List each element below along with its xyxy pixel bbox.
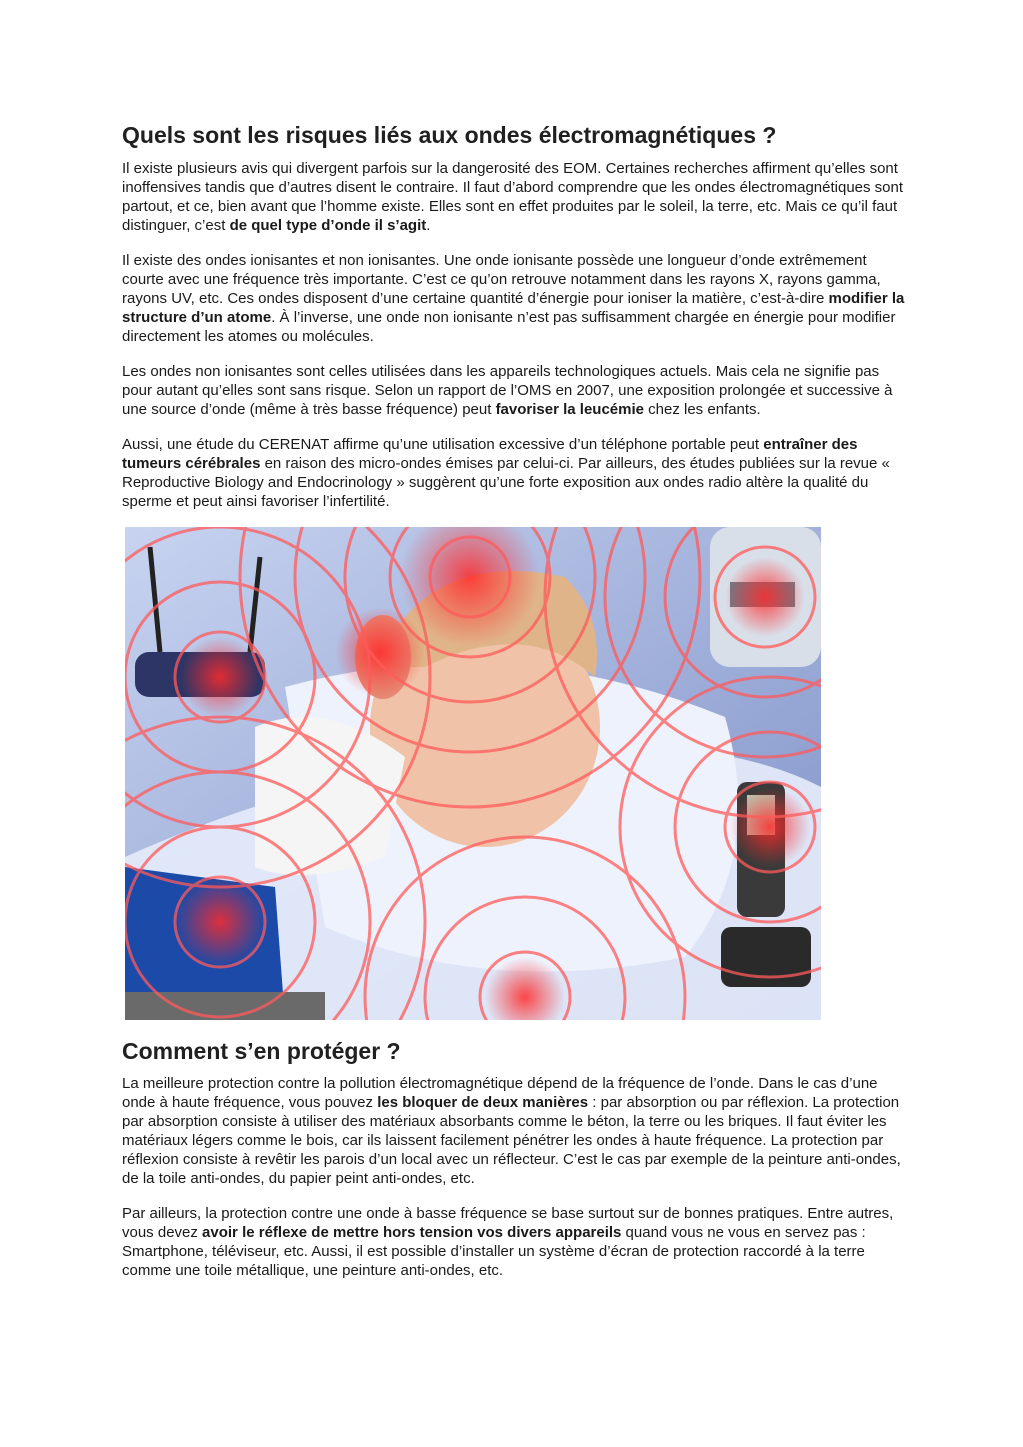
bold-text: modifier la structure d’un atome (122, 290, 905, 326)
section-title-risks: Quels sont les risques liés aux ondes électromagnétiques ? (122, 122, 777, 148)
paragraph: Les ondes non ionisantes sont celles utilisées dans les appareils technologiques actuels. Mais cela ne signifie pas pour autant qu’elles sont sans risque. Selon un rapport de l’OMS en 2007, une exposition prolongée et successive à une source d’onde (même à très basse fréquence) peut favoriser la leucémie chez les enfants. (122, 363, 893, 418)
illustration-child-sleeping-waves (125, 527, 821, 1020)
paragraph: La meilleure protection contre la pollution électromagnétique dépend de la fréquence de l’onde. Dans le cas d’une onde à haute fréquence, vous pouvez les bloquer de deux manières : par absorption ou par réflexion. La protection par absorption consiste à utiliser des matériaux absorbants comme le béton, la terre ou les briques. Il faut éviter les matériaux légers comme le bois, car ils laissent facilement pénétrer les ondes à haute fréquence. La protection par réflexion consiste à revêtir les parois d’un local avec un réflecteur. C’est le cas par exemple de la peinture anti-ondes, de la toile anti-ondes, du papier peint anti-ondes, etc. (122, 1075, 901, 1187)
paragraph: Il existe des ondes ionisantes et non ionisantes. Une onde ionisante possède une longueur d’onde extrêmement courte avec une fréquence très importante. C’est ce qu’on retrouve notamment dans les rayons X, rayons gamma, rayons UV, etc. Ces ondes disposent d’une certaine quantité d’énergie pour ioniser la matière, c’est-à-dire modifier la structure d’un atome. À l’inverse, une onde non ionisante n’est pas suffisamment chargée en énergie pour modifier directement les atomes ou molécules. (122, 252, 905, 345)
paragraph: Aussi, une étude du CERENAT affirme qu’une utilisation excessive d’un téléphone portable peut entraîner des tumeurs cérébrales en raison des micro-ondes émises par celui-ci. Par ailleurs, des études publiées sur la revue « Reproductive Biology and Endocrinology » suggèrent qu’une forte exposition aux ondes radio altère la qualité du sperme et peut ainsi favoriser l’infertilité. (122, 436, 890, 510)
section-title-protection: Comment s’en protéger ? (122, 1038, 401, 1064)
bold-text: avoir le réflexe de mettre hors tension vos divers appareils (202, 1224, 622, 1241)
bold-text: les bloquer de deux manières (377, 1094, 589, 1111)
bold-text: favoriser la leucémie (495, 401, 644, 418)
bold-text: de quel type d’onde il s’agit (229, 217, 427, 234)
bold-text: entraîner des tumeurs cérébrales (122, 436, 858, 472)
article (122, 120, 907, 1296)
paragraph: Par ailleurs, la protection contre une onde à basse fréquence se base surtout sur de bonnes pratiques. Entre autres, vous devez avoir le réflexe de mettre hors tension vos divers appareils quand vous ne vous en servez pas : Smartphone, téléviseur, etc. Aussi, il est possible d’installer un système d’écran de protection raccordé à la terre comme une toile métallique, une peinture anti-ondes, etc. (122, 1205, 894, 1279)
paragraph: Il existe plusieurs avis qui divergent parfois sur la dangerosité des EOM. Certaines recherches affirment qu’elles sont inoffensives tandis que d’autres disent le contraire. Il faut d’abord comprendre que les ondes électromagnétiques sont partout, et ce, bien avant que l’homme existe. Elles sont en effet produites par le soleil, la terre, etc. Mais ce qu’il faut distinguer, c’est de quel type d’onde il s’agit. (122, 160, 904, 234)
